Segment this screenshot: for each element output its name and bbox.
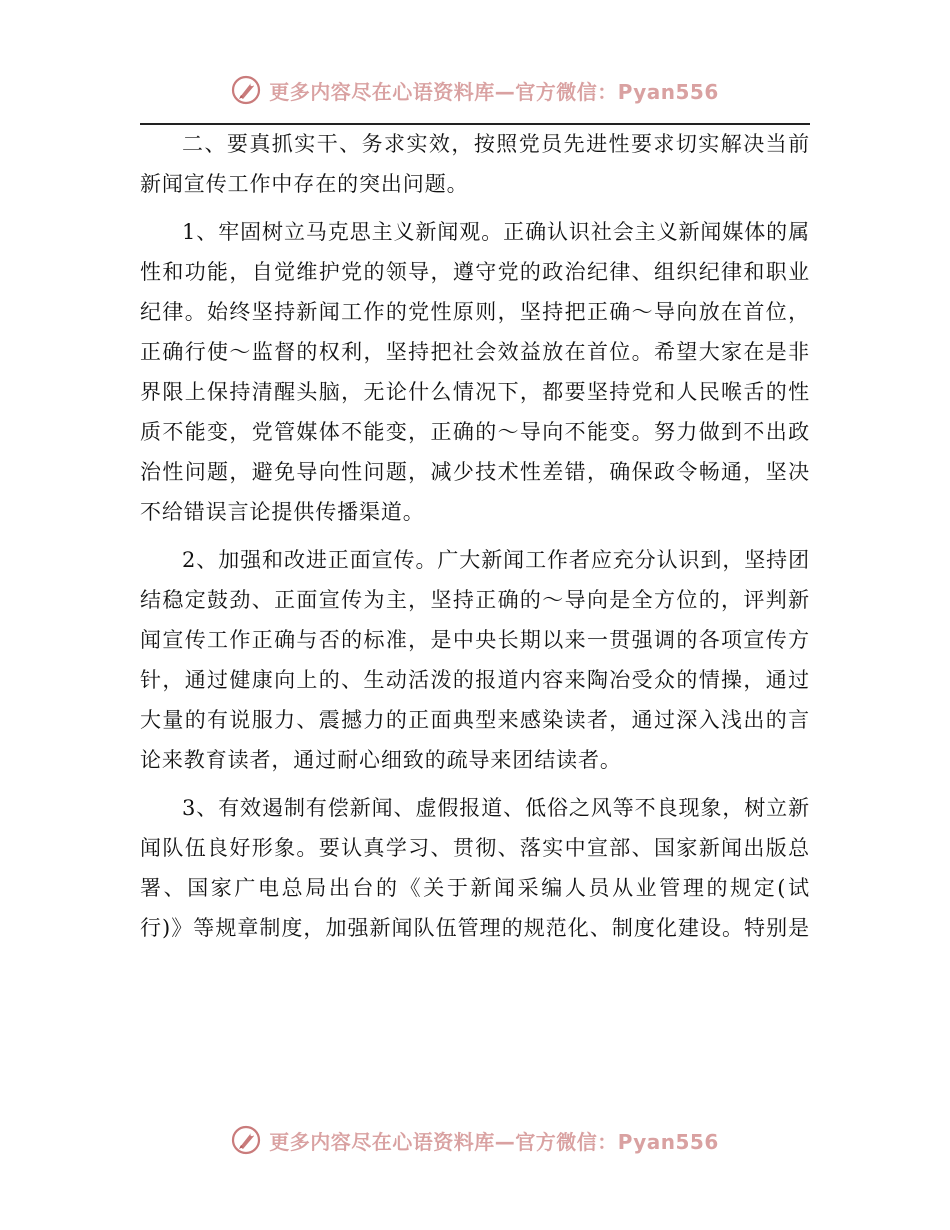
text-line: 2、加强和改进正面宣传。广大新闻工作者应充分认识到，坚持团 [182,548,810,572]
pen-logo-icon [231,1125,261,1155]
header-banner [0,70,950,110]
text-line: 质不能变，党管媒体不能变，正确的～导向不能变。努力做到不出政 [140,420,810,444]
text-line: 闻宣传工作正确与否的标准，是中央长期以来一贯强调的各项宣传方 [140,628,810,652]
pen-logo-icon [231,75,261,105]
paragraph [140,788,810,948]
text-line: 界限上保持清醒头脑，无论什么情况下，都要坚持党和人民喉舌的性 [140,380,810,404]
header-banner-text: 更多内容尽在心语资料库—官方微信：Pyan556 [269,79,719,104]
paragraph [140,540,810,780]
footer-banner [0,1120,950,1160]
text-line: 性和功能，自觉维护党的领导，遵守党的政治纪律、组织纪律和职业 [140,260,810,284]
text-line: 针，通过健康向上的、生动活泼的报道内容来陶冶受众的情操，通过 [140,668,810,692]
text-line: 正确行使～监督的权利，坚持把社会效益放在首位。希望大家在是非 [140,340,810,364]
text-line: 治性问题，避免导向性问题，减少技术性差错，确保政令畅通，坚决 [140,460,810,484]
document-body [140,124,810,956]
text-line: 署、国家广电总局出台的《关于新闻采编人员从业管理的规定(试 [140,876,810,900]
text-line: 大量的有说服力、震撼力的正面典型来感染读者，通过深入浅出的言 [140,708,810,732]
text-line: 3、有效遏制有偿新闻、虚假报道、低俗之风等不良现象，树立新 [182,796,810,820]
text-line: 行)》等规章制度，加强新闻队伍管理的规范化、制度化建设。特别是 [140,916,810,940]
text-line: 新闻宣传工作中存在的突出问题。 [140,172,469,196]
text-line: 结稳定鼓劲、正面宣传为主，坚持正确的～导向是全方位的，评判新 [140,588,810,612]
text-line: 不给错误言论提供传播渠道。 [140,500,425,524]
footer-banner-text: 更多内容尽在心语资料库—官方微信：Pyan556 [269,1129,719,1154]
text-line: 二、要真抓实干、务求实效，按照党员先进性要求切实解决当前 [182,132,810,156]
paragraph [140,124,810,204]
text-line: 闻队伍良好形象。要认真学习、贯彻、落实中宣部、国家新闻出版总 [140,836,810,860]
text-line: 论来教育读者，通过耐心细致的疏导来团结读者。 [140,748,622,772]
paragraph [140,212,810,532]
text-line: 1、牢固树立马克思主义新闻观。正确认识社会主义新闻媒体的属 [182,220,810,244]
text-line: 纪律。始终坚持新闻工作的党性原则，坚持把正确～导向放在首位， [140,300,810,324]
